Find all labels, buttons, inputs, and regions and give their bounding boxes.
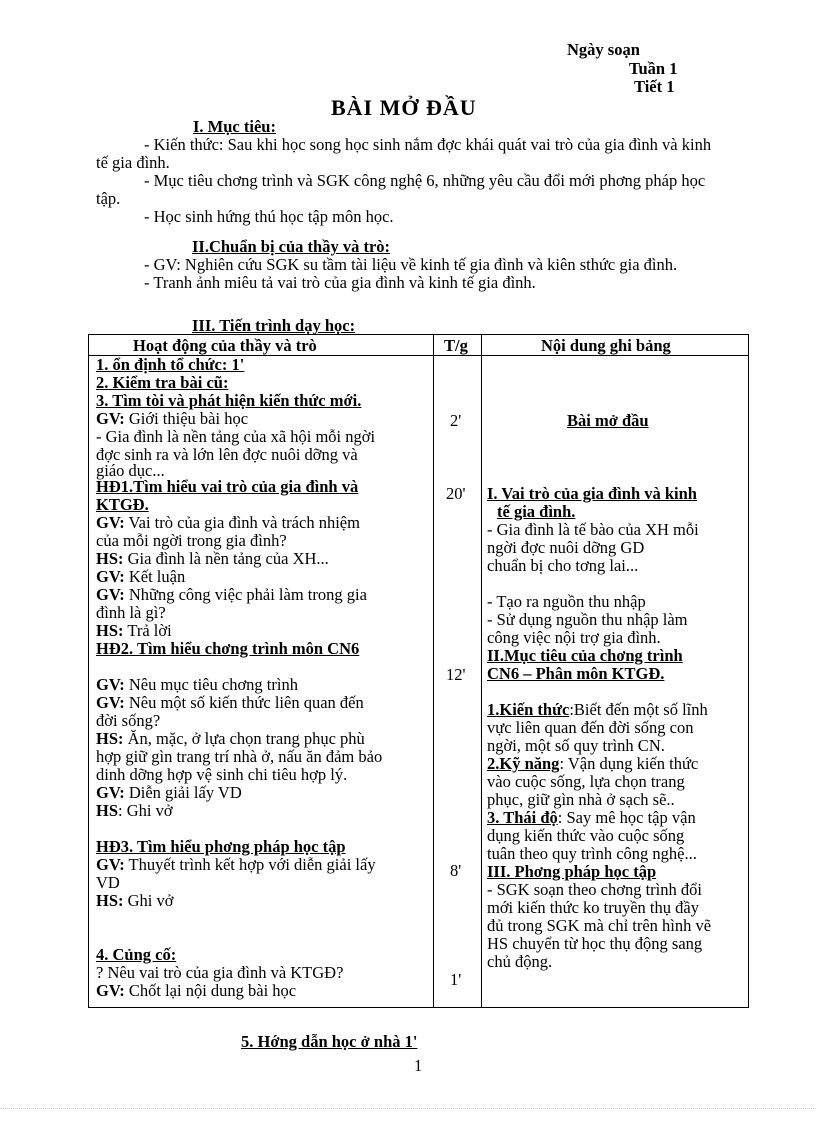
section-1-body — [96, 136, 726, 226]
objective-interest: - Học sinh hứng thú học tập môn học. — [144, 207, 394, 226]
content-section-3: III. Phơng pháp học tập — [487, 862, 657, 881]
step-consolidate: 4. Củng cố: — [96, 945, 177, 964]
lesson-table — [88, 334, 749, 1008]
column-divider — [481, 335, 482, 1007]
week-label: Tuần 1 — [629, 59, 678, 78]
section-3-heading: III. Tiến trình dạy học: — [192, 316, 356, 335]
step-review: 2. Kiểm tra bài cũ: — [96, 373, 229, 392]
page-number: 1 — [414, 1056, 423, 1075]
step-discover: 3. Tìm tòi và phát hiện kiến thức mới. — [96, 391, 362, 410]
section-2-heading: II.Chuẩn bị của thầy và trò: — [192, 237, 391, 256]
activities-column: 1. ổn định tổ chức: 1' 2. Kiểm tra bài cũ: 3. Tìm tòi và phát hiện kiến thức mới. GV: Giới thiệu bài học - Gia đình là nền tảng của xã hội mỗi ngời đợc sinh ra và lớn lên đợc nuôi dỡng và giáo dục... HĐ1.Tìm hiểu vai trò của gia đình và KTGĐ. GV: Vai trò của gia đình và trách nhiệm của mỗi ngời trong gia đình? HS: Gia đình là nền tảng của XH... GV: Kết luận GV: Những công việc phải làm trong gia đình là gì? HS: Trả lời HĐ2. Tìm hiểu chơng trình môn CN6 GV: Nêu mục tiêu chơng trình GV: Nêu một số kiến thức liên quan đến đời sống? HS: Ăn, mặc, ở lựa chọn trang phục phù hợp giữ gìn trang trí nhà ở, nấu ăn đảm bảo dinh dỡng hợp vệ sinh chi tiêu hợp lý. GV: Diễn giải lấy VD HS: Ghi vở HĐ3. Tìm hiểu phơng pháp học tập GV: Thuyết trình kết hợp với diễn giải lấy VD HS: Ghi vở 4. Củng cố: ? Nêu vai trò của gia đình và KTGĐ? GV: Chốt lại nội dung bài học — [96, 356, 432, 1000]
step-organize: 1. ổn định tổ chức: 1' — [96, 355, 245, 374]
objective-program: - Mục tiêu chơng trình và SGK công nghệ 6, những yêu cầu đổi mới phơng pháp học tập. — [96, 171, 706, 208]
time-activity-3: 8' — [450, 861, 462, 880]
column-divider — [433, 335, 434, 1007]
activity-3-heading: HĐ3. Tìm hiểu phơng pháp học tập — [96, 837, 346, 856]
content-section-1: I. Vai trò của gia đình và kinh — [487, 484, 697, 503]
section-2-body — [96, 256, 726, 292]
homework-heading: 5. Hớng dẫn học ở nhà 1' — [241, 1032, 418, 1051]
content-column: I. Vai trò của gia đình và kinh tế gia đình. - Gia đình là tế bào của XH mỗi ngời đợc nuôi dỡng GD chuẩn bị cho tơng lai... - Tạo ra nguồn thu nhập - Sử dụng nguồn thu nhập làm công việc nội trợ gia đình. II.Mục tiêu của chơng trình CN6 – Phân môn KTGĐ. 1.Kiến thức:Biết đến một số lĩnh vực liên quan đến đời sống con ngời, một số quy trình CN. 2.Kỹ năng: Vận dụng kiến thức vào cuộc sống, lựa chọn trang phục, giữ gìn nhà ở sạch sẽ.. 3. Thái độ: Say mê học tập vận dụng kiến thức vào cuộc sống tuân theo quy trình công nghệ... III. Phơng pháp học tập - SGK soạn theo chơng trình đổi mới kiến thức ko truyền thụ đầy đủ trong SGK mà chỉ trên hình vẽ HS chuyển từ học thụ động sang chủ động. — [487, 485, 745, 971]
prep-teacher: - GV: Nghiên cứu SGK su tầm tài liệu về kinh tế gia đình và kiên sthức gia đình. — [144, 255, 678, 274]
period-label: Tiết 1 — [634, 77, 675, 96]
time-activity-1: 20' — [446, 484, 466, 503]
time-activity-2: 12' — [446, 665, 466, 684]
content-title: Bài mở đầu — [567, 411, 649, 430]
prep-pictures: - Tranh ảnh miêu tả vai trò của gia đình và kinh tế gia đình. — [144, 273, 536, 292]
col-header-activities: Hoạt động của thầy và trò — [133, 336, 317, 355]
page-bottom-border — [0, 1108, 816, 1109]
content-section-2: II.Mục tiêu của chơng trình — [487, 646, 683, 665]
col-header-time: T/g — [444, 336, 468, 355]
time-consolidate: 1' — [450, 970, 462, 989]
prep-date: Ngày soạn — [567, 40, 640, 59]
section-1-heading: I. Mục tiêu: — [193, 117, 276, 136]
page-title: BÀI MỞ ĐẦU — [331, 95, 477, 120]
time-intro: 2' — [450, 411, 462, 430]
objective-knowledge: - Kiến thức: Sau khi học song học sinh nắm đợc khái quát vai trò của gia đình và kinh tế gia đình. — [96, 135, 712, 172]
activity-2-heading: HĐ2. Tìm hiểu chơng trình môn CN6 — [96, 639, 360, 658]
activity-1-heading: HĐ1.Tìm hiểu vai trò của gia đình và — [96, 477, 359, 496]
col-header-content: Nội dung ghi bảng — [541, 336, 671, 355]
